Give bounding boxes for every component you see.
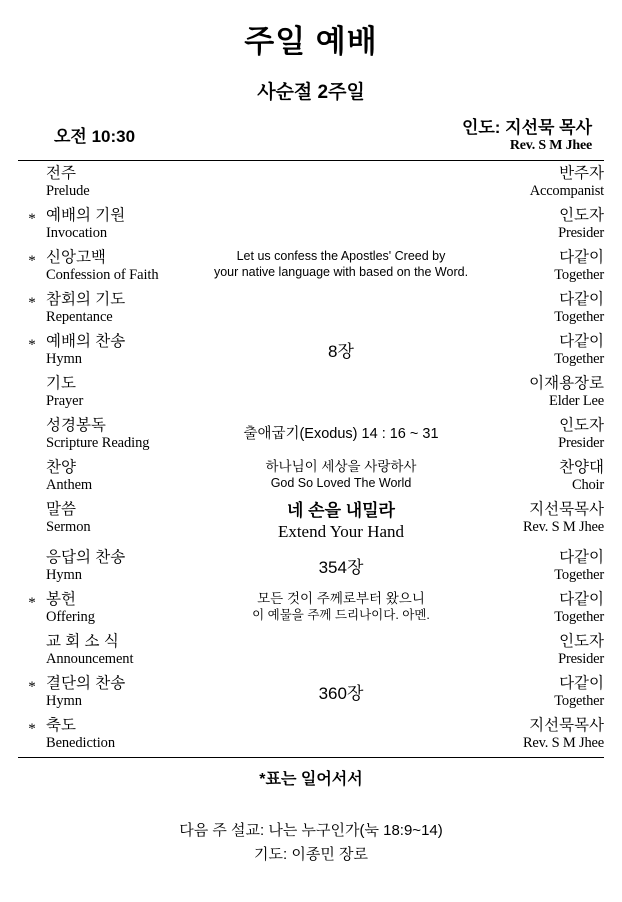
participant-kor: 다같이: [559, 675, 604, 692]
creed-line: your native language with based on the Word.: [213, 265, 469, 279]
standing-star: *: [28, 595, 36, 611]
order-item-name-eng: Hymn: [46, 693, 82, 709]
order-row: [18, 203, 604, 245]
participant-kor: 다같이: [559, 333, 604, 350]
order-item-name: [46, 413, 196, 455]
order-item-name-eng: Prelude: [46, 183, 90, 199]
order-item-name-kor: 말씀: [46, 501, 76, 518]
order-item-detail: [196, 545, 486, 587]
order-item-participant: [486, 203, 604, 245]
order-row: [18, 371, 604, 413]
order-item-name: [46, 713, 196, 755]
participant-eng: Together: [554, 267, 604, 283]
participant-eng: Together: [554, 309, 604, 325]
order-item-detail: [196, 287, 486, 329]
participant-kor: 찬양대: [559, 459, 604, 476]
order-item-participant: [486, 545, 604, 587]
order-item-name-eng: Sermon: [46, 519, 91, 535]
standing-star: *: [28, 211, 36, 227]
order-row: [18, 161, 604, 203]
participant-eng: Together: [554, 609, 604, 625]
order-item-participant: [486, 329, 604, 371]
order-item-name: [46, 287, 196, 329]
order-item-name-kor: 축도: [46, 717, 76, 734]
participant-eng: Rev. S M Jhee: [522, 519, 604, 535]
participant-eng: Rev. S M Jhee: [522, 735, 604, 751]
page-title: 주일 예배: [244, 24, 378, 59]
participant-eng: Presider: [558, 651, 604, 667]
detail-line-kor: 하나님이 세상을 사랑하사: [265, 459, 417, 474]
order-row: [18, 329, 604, 371]
participant-kor: 인도자: [559, 207, 604, 224]
service-time: 오전 10:30: [54, 127, 136, 146]
order-item-name-kor: 예배의 찬송: [46, 333, 126, 350]
order-item-participant: [486, 371, 604, 413]
participant-eng: Presider: [558, 225, 604, 241]
participant-kor: 다같이: [559, 591, 604, 608]
order-item-name-eng: Benediction: [46, 735, 115, 751]
order-item-name-eng: Invocation: [46, 225, 108, 241]
order-item-name-eng: Announcement: [46, 651, 134, 667]
detail-line-eng: 이 예물을 주께 드리나이다. 아멘.: [252, 608, 430, 622]
order-item-detail: [196, 413, 486, 455]
standing-star: [18, 455, 46, 497]
participant-eng: Together: [554, 693, 604, 709]
participant-eng: Elder Lee: [549, 393, 604, 409]
creed-line: Let us confess the Apostles' Creed by: [236, 249, 446, 263]
sermon-title-kor: 네 손을 내밀라: [287, 501, 395, 520]
participant-kor: 지선묵목사: [529, 717, 604, 734]
order-item-detail: [196, 455, 486, 497]
hymn-number: 8장: [328, 342, 354, 361]
order-row: [18, 287, 604, 329]
standing-star: *: [28, 721, 36, 737]
order-item-name: [46, 545, 196, 587]
standing-star: *: [28, 253, 36, 269]
order-item-participant: [486, 587, 604, 629]
order-of-worship-table: [18, 161, 604, 755]
standing-star: [18, 413, 46, 455]
order-row: [18, 587, 604, 629]
order-item-name: [46, 371, 196, 413]
order-row: [18, 671, 604, 713]
order-item-participant: [486, 287, 604, 329]
order-item-name-eng: Confession of Faith: [46, 267, 159, 283]
order-of-worship-body: [18, 161, 604, 755]
order-item-participant: [486, 413, 604, 455]
next-week-sermon: 다음 주 설교: 나는 누구인가(눅 18:9~14): [179, 822, 443, 839]
hymn-number: 360장: [318, 684, 364, 703]
service-leader-kor: 인도: 지선묵 목사: [461, 118, 592, 137]
order-item-detail: [196, 497, 486, 545]
order-item-name-kor: 찬양: [46, 459, 76, 476]
order-item-name-kor: 봉헌: [46, 591, 76, 608]
order-item-detail: [196, 713, 486, 755]
participant-eng: Choir: [571, 477, 604, 493]
order-row: [18, 545, 604, 587]
service-meta: [18, 118, 604, 158]
participant-eng: Accompanist: [529, 183, 604, 199]
participant-kor: 이재용장로: [529, 375, 604, 392]
sermon-title-eng: Extend Your Hand: [277, 522, 405, 541]
order-item-name: [46, 587, 196, 629]
service-leader-eng: Rev. S M Jhee: [509, 138, 592, 153]
order-item-name-eng: Anthem: [46, 477, 93, 493]
order-item-detail: [196, 629, 486, 671]
order-item-name: [46, 245, 196, 287]
order-row: [18, 455, 604, 497]
order-item-name: [46, 455, 196, 497]
order-item-name-kor: 성경봉독: [46, 417, 106, 434]
participant-kor: 다같이: [559, 291, 604, 308]
standing-star: [18, 545, 46, 587]
detail-line-kor: 모든 것이 주께로부터 왔으니: [257, 591, 425, 606]
order-item-detail: [196, 371, 486, 413]
scripture-reference: 출애굽기(Exodus) 14 : 16 ~ 31: [243, 426, 439, 442]
order-item-name-eng: Hymn: [46, 351, 82, 367]
order-item-name-eng: Scripture Reading: [46, 435, 150, 451]
order-item-name: [46, 629, 196, 671]
order-item-participant: [486, 161, 604, 203]
detail-line-eng: God So Loved The World: [270, 476, 412, 490]
order-row: [18, 245, 604, 287]
next-week-block: [18, 793, 604, 867]
standing-star: [18, 497, 46, 545]
order-item-participant: [486, 713, 604, 755]
order-item-name-kor: 전주: [46, 165, 76, 182]
participant-kor: 반주자: [559, 165, 604, 182]
participant-eng: Together: [554, 567, 604, 583]
participant-kor: 인도자: [559, 417, 604, 434]
order-row: [18, 497, 604, 545]
order-item-name-kor: 결단의 찬송: [46, 675, 126, 692]
order-row: [18, 713, 604, 755]
standing-star: *: [28, 295, 36, 311]
order-item-detail: [196, 587, 486, 629]
participant-eng: Together: [554, 351, 604, 367]
order-item-name: [46, 329, 196, 371]
order-item-detail: [196, 245, 486, 287]
participant-kor: 지선묵목사: [529, 501, 604, 518]
order-item-participant: [486, 497, 604, 545]
worship-bulletin-page: [0, 16, 622, 902]
standing-star: [18, 629, 46, 671]
order-item-name: [46, 497, 196, 545]
participant-kor: 다같이: [559, 549, 604, 566]
order-item-name-kor: 참회의 기도: [46, 291, 126, 308]
order-item-participant: [486, 245, 604, 287]
order-item-name-eng: Repentance: [46, 309, 113, 325]
standing-note: *표는 일어서서: [259, 771, 363, 788]
order-row: [18, 629, 604, 671]
order-item-name: [46, 203, 196, 245]
standing-star: [18, 161, 46, 203]
standing-star: *: [28, 679, 36, 695]
standing-star: *: [28, 337, 36, 353]
participant-kor: 다같이: [559, 249, 604, 266]
next-week-prayer: 기도: 이종민 장로: [254, 846, 368, 863]
page-subtitle: 사순절 2주일: [257, 82, 365, 103]
order-item-name-eng: Hymn: [46, 567, 82, 583]
order-item-detail: [196, 203, 486, 245]
order-item-name-kor: 예배의 기원: [46, 207, 126, 224]
order-item-name-kor: 교 회 소 식: [46, 633, 119, 650]
order-item-name-kor: 기도: [46, 375, 76, 392]
order-item-participant: [486, 671, 604, 713]
order-item-detail: [196, 329, 486, 371]
order-item-name: [46, 671, 196, 713]
order-row: [18, 413, 604, 455]
order-item-participant: [486, 455, 604, 497]
order-item-name-eng: Offering: [46, 609, 95, 625]
order-item-detail: [196, 161, 486, 203]
order-item-name-eng: Prayer: [46, 393, 84, 409]
standing-star: [18, 371, 46, 413]
participant-kor: 인도자: [559, 633, 604, 650]
service-leader: [462, 118, 592, 154]
order-item-participant: [486, 629, 604, 671]
hymn-number: 354장: [318, 558, 364, 577]
order-item-name-kor: 신앙고백: [46, 249, 106, 266]
order-item-name: [46, 161, 196, 203]
order-item-name-kor: 응답의 찬송: [46, 549, 126, 566]
order-item-detail: [196, 671, 486, 713]
participant-eng: Presider: [558, 435, 604, 451]
